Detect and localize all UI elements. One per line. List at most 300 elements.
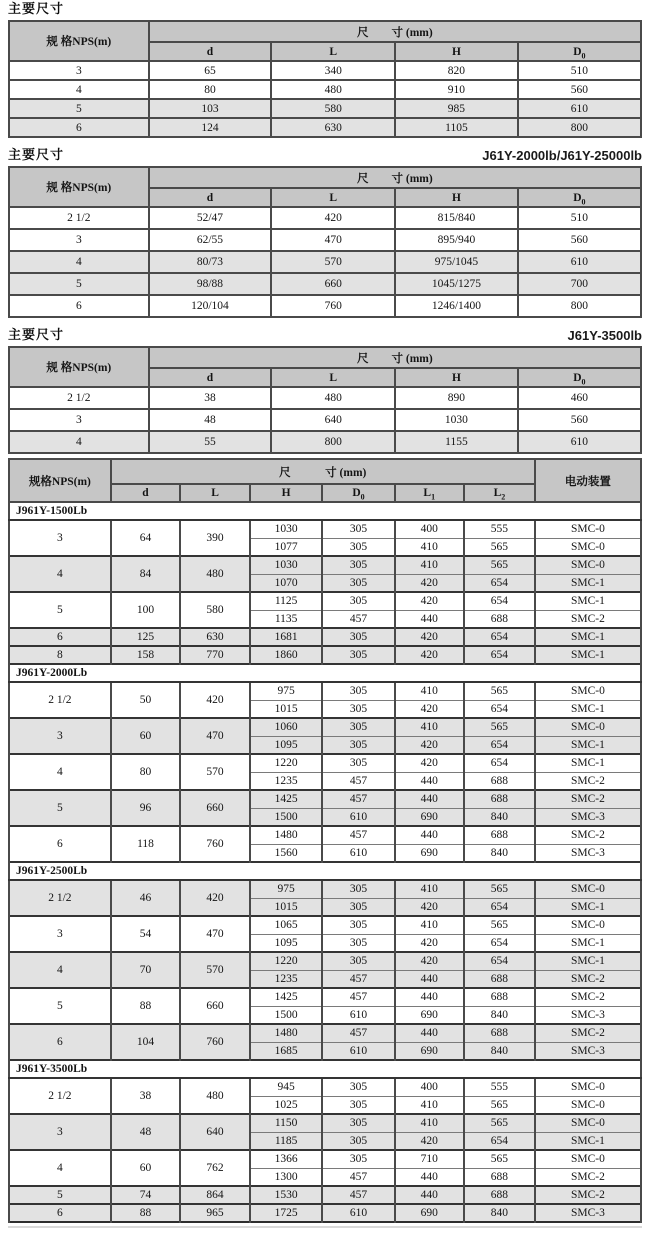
spec-cell: 6: [9, 826, 111, 862]
l-cell: 480: [180, 556, 250, 592]
d0-cell: 305: [322, 736, 394, 754]
spec-col-header: 规 格NPS(m): [9, 21, 149, 61]
l2-cell: 840: [464, 1006, 535, 1024]
spec-cell: 5: [9, 790, 111, 826]
l1-cell: 420: [395, 754, 465, 772]
l1-cell: 410: [395, 718, 465, 736]
d0-cell: 610: [322, 1006, 394, 1024]
h-cell: 1070: [250, 574, 323, 592]
l2-cell: 654: [464, 898, 535, 916]
table-row: [9, 409, 641, 431]
dim-cell: 460: [518, 387, 641, 409]
dim-header-base: L: [329, 371, 338, 384]
spec-cell: 2 1/2: [9, 682, 111, 718]
dim-col-header-d0: [518, 188, 641, 207]
h-cell: 1135: [250, 610, 323, 628]
actuator-cell: SMC-1: [535, 628, 641, 646]
table-row: [9, 295, 641, 317]
l1-cell: 410: [395, 1114, 465, 1132]
l2-cell: 688: [464, 610, 535, 628]
table-row: [9, 628, 641, 646]
section-label: J961Y-1500Lb: [9, 502, 641, 520]
h-cell: 1425: [250, 988, 323, 1006]
h-cell: 1366: [250, 1150, 323, 1168]
d-cell: 104: [111, 1024, 181, 1060]
dim-cell: 570: [271, 251, 395, 273]
dim-cell: 910: [395, 80, 518, 99]
table-row: [9, 646, 641, 664]
d0-cell: 305: [322, 628, 394, 646]
dim-col-header-d: [149, 42, 272, 61]
dim-cell: 1246/1400: [395, 295, 518, 317]
h-cell: 1030: [250, 520, 323, 538]
dim-cell: 1155: [395, 431, 518, 453]
table-row: [9, 592, 641, 610]
d0-cell: 305: [322, 718, 394, 736]
l1-cell: 410: [395, 880, 465, 898]
d-cell: 70: [111, 952, 181, 988]
l1-cell: 420: [395, 1132, 465, 1150]
h-cell: 1685: [250, 1042, 323, 1060]
l2-cell: 654: [464, 934, 535, 952]
d0-cell: 305: [322, 880, 394, 898]
l1-cell: 690: [395, 1006, 465, 1024]
actuator-cell: SMC-2: [535, 790, 641, 808]
l-cell: 570: [180, 952, 250, 988]
h-cell: 1150: [250, 1114, 323, 1132]
spec-cell: 5: [9, 1186, 111, 1204]
dim-cell: 985: [395, 99, 518, 118]
actuator-cell: SMC-0: [535, 538, 641, 556]
l1-cell: 420: [395, 592, 465, 610]
d0-cell: 305: [322, 538, 394, 556]
h-cell: 1065: [250, 916, 323, 934]
table-row: [9, 207, 641, 229]
spec-cell: 2 1/2: [9, 387, 149, 409]
dim-cell: 630: [271, 118, 395, 137]
h-cell: 1860: [250, 646, 323, 664]
dim-cell: 1030: [395, 409, 518, 431]
dim-cell: 1045/1275: [395, 273, 518, 295]
table-row: [9, 916, 641, 934]
dim-cell: 124: [149, 118, 272, 137]
l2-cell: 840: [464, 844, 535, 862]
dim-cell: 610: [518, 251, 641, 273]
dim-col-header-d0: [518, 42, 641, 61]
spec-col-header: 规格NPS(m): [9, 459, 111, 502]
main-dimensions-table-1: [8, 20, 642, 138]
actuator-cell: SMC-2: [535, 610, 641, 628]
dim-header-base: H: [451, 371, 461, 384]
spec-cell: 2 1/2: [9, 1078, 111, 1114]
l1-cell: 440: [395, 1024, 465, 1042]
actuator-cell: SMC-0: [535, 1078, 641, 1096]
l2-cell: 840: [464, 1042, 535, 1060]
section-label: J961Y-3500Lb: [9, 1060, 641, 1078]
table-row: [9, 387, 641, 409]
spec-cell: 6: [9, 1204, 111, 1222]
l2-cell: 654: [464, 574, 535, 592]
spec-cell: 3: [9, 1114, 111, 1150]
l2-cell: 654: [464, 700, 535, 718]
actuator-cell: SMC-0: [535, 880, 641, 898]
table-row: [9, 80, 641, 99]
l1-cell: 420: [395, 736, 465, 754]
l1-cell: 440: [395, 988, 465, 1006]
d0-cell: 305: [322, 898, 394, 916]
table-row: [9, 1114, 641, 1132]
dim-col-header-d: [149, 188, 272, 207]
h-cell: 1560: [250, 844, 323, 862]
actuator-cell: SMC-2: [535, 1024, 641, 1042]
l1-cell: 710: [395, 1150, 465, 1168]
actuator-cell: SMC-3: [535, 1204, 641, 1222]
l2-cell: 688: [464, 1186, 535, 1204]
h-cell: 1030: [250, 556, 323, 574]
l1-cell: 420: [395, 646, 465, 664]
d0-cell: 457: [322, 772, 394, 790]
spec-cell: 2 1/2: [9, 880, 111, 916]
table1-title-row: [8, 2, 642, 17]
dim-cell: 120/104: [149, 295, 272, 317]
table-row: [9, 880, 641, 898]
spec-cell: 6: [9, 628, 111, 646]
size-group-header: 尺 寸 (mm): [149, 347, 641, 368]
dim-cell: 560: [518, 409, 641, 431]
d-cell: 100: [111, 592, 181, 628]
dim-cell: 800: [518, 118, 641, 137]
actuator-cell: SMC-0: [535, 1096, 641, 1114]
section-label: J961Y-2000Lb: [9, 664, 641, 682]
l2-cell: 654: [464, 952, 535, 970]
actuator-cell: SMC-0: [535, 1150, 641, 1168]
spec-col-header: 规 格NPS(m): [9, 347, 149, 387]
l2-cell: 565: [464, 718, 535, 736]
actuator-cell: SMC-3: [535, 1006, 641, 1024]
spec-cell: 3: [9, 229, 149, 251]
dim-header-base: D: [573, 371, 582, 384]
actuator-cell: SMC-2: [535, 970, 641, 988]
h-cell: 1125: [250, 592, 323, 610]
l1-cell: 440: [395, 772, 465, 790]
h-cell: 1235: [250, 772, 323, 790]
l-cell: 770: [180, 646, 250, 664]
table-row: [9, 1186, 641, 1204]
dim-col-header-h: [250, 484, 323, 502]
spec-cell: 4: [9, 754, 111, 790]
dim-header-base: L: [329, 191, 338, 204]
spec-cell: 4: [9, 251, 149, 273]
d0-cell: 305: [322, 1132, 394, 1150]
d0-cell: 305: [322, 592, 394, 610]
table2-title-row: [8, 148, 642, 163]
d0-cell: 305: [322, 952, 394, 970]
spec-cell: 2 1/2: [9, 207, 149, 229]
actuator-dimensions-table: [8, 458, 642, 1223]
d-cell: 60: [111, 718, 181, 754]
l1-cell: 690: [395, 1042, 465, 1060]
dim-col-header-h: [395, 42, 518, 61]
actuator-cell: SMC-1: [535, 898, 641, 916]
h-cell: 1725: [250, 1204, 323, 1222]
spec-cell: 5: [9, 99, 149, 118]
dim-col-header-l1: [395, 484, 465, 502]
l2-cell: 688: [464, 988, 535, 1006]
d0-cell: 305: [322, 682, 394, 700]
d-cell: 48: [111, 1114, 181, 1150]
dim-header-base: d: [206, 191, 214, 204]
dim-header-base: d: [206, 45, 214, 58]
l2-cell: 565: [464, 538, 535, 556]
dim-cell: 800: [271, 431, 395, 453]
d0-cell: 457: [322, 790, 394, 808]
dim-col-header-d: [111, 484, 181, 502]
l1-cell: 690: [395, 1204, 465, 1222]
l-cell: 640: [180, 1114, 250, 1150]
table-row: [9, 1204, 641, 1222]
table2-model-label: J61Y-2000lb/J61Y-25000lb: [482, 148, 642, 163]
actuator-cell: SMC-2: [535, 1186, 641, 1204]
dim-cell: 700: [518, 273, 641, 295]
l-cell: 760: [180, 826, 250, 862]
l1-cell: 420: [395, 700, 465, 718]
dim-cell: 52/47: [149, 207, 272, 229]
dim-header-subscript: 2: [501, 492, 506, 502]
d0-cell: 457: [322, 1168, 394, 1186]
l2-cell: 840: [464, 1204, 535, 1222]
d0-cell: 305: [322, 574, 394, 592]
spec-cell: 6: [9, 295, 149, 317]
l-cell: 420: [180, 682, 250, 718]
spec-cell: 4: [9, 1150, 111, 1186]
d-cell: 80: [111, 754, 181, 790]
l2-cell: 688: [464, 772, 535, 790]
l2-cell: 565: [464, 682, 535, 700]
dim-header-base: D: [573, 45, 582, 58]
table-row: [9, 1150, 641, 1168]
actuator-cell: SMC-0: [535, 1114, 641, 1132]
dim-header-subscript: 0: [581, 50, 586, 60]
size-group-header: 尺 寸 (mm): [149, 167, 641, 188]
size-group-header: 尺 寸 (mm): [149, 21, 641, 42]
dim-header-base: L: [329, 45, 338, 58]
dim-col-header-l: [271, 42, 395, 61]
main-dimensions-table-2: [8, 166, 642, 318]
actuator-cell: SMC-0: [535, 520, 641, 538]
dim-header-base: L: [211, 487, 219, 499]
l1-cell: 420: [395, 952, 465, 970]
dim-header-base: L: [493, 487, 502, 499]
spec-col-header: 规 格NPS(m): [9, 167, 149, 207]
table-row: [9, 99, 641, 118]
d-cell: 38: [111, 1078, 181, 1114]
dim-col-header-d0: [518, 368, 641, 387]
l1-cell: 420: [395, 934, 465, 952]
h-cell: 1681: [250, 628, 323, 646]
h-cell: 1480: [250, 1024, 323, 1042]
dim-header-base: L: [423, 487, 432, 499]
dim-header-base: d: [206, 371, 214, 384]
dim-header-base: H: [281, 487, 291, 499]
l-cell: 762: [180, 1150, 250, 1186]
actuator-cell: SMC-0: [535, 556, 641, 574]
spec-cell: 5: [9, 592, 111, 628]
d-cell: 125: [111, 628, 181, 646]
table-row: [9, 790, 641, 808]
d-cell: 64: [111, 520, 181, 556]
l-cell: 390: [180, 520, 250, 556]
d0-cell: 305: [322, 520, 394, 538]
main-dimensions-table-3: [8, 346, 642, 454]
d-cell: 88: [111, 988, 181, 1024]
d0-cell: 457: [322, 1024, 394, 1042]
d-cell: 158: [111, 646, 181, 664]
h-cell: 1095: [250, 934, 323, 952]
h-cell: 1500: [250, 808, 323, 826]
d0-cell: 305: [322, 1150, 394, 1168]
l1-cell: 440: [395, 1186, 465, 1204]
table-row: [9, 988, 641, 1006]
d0-cell: 305: [322, 1078, 394, 1096]
d-cell: 74: [111, 1186, 181, 1204]
dim-cell: 470: [271, 229, 395, 251]
spec-cell: 3: [9, 61, 149, 80]
l2-cell: 565: [464, 1150, 535, 1168]
table-row: [9, 682, 641, 700]
l1-cell: 440: [395, 970, 465, 988]
spec-cell: 4: [9, 431, 149, 453]
dim-col-header-l: [180, 484, 250, 502]
table-row: [9, 273, 641, 295]
dim-header-base: d: [142, 487, 149, 499]
h-cell: 1077: [250, 538, 323, 556]
dim-cell: 103: [149, 99, 272, 118]
d0-cell: 457: [322, 610, 394, 628]
dim-col-header-h: [395, 188, 518, 207]
spec-cell: 3: [9, 409, 149, 431]
l-cell: 760: [180, 1024, 250, 1060]
spec-cell: 6: [9, 1024, 111, 1060]
dim-cell: 80: [149, 80, 272, 99]
l2-cell: 565: [464, 1096, 535, 1114]
table-row: [9, 61, 641, 80]
h-cell: 1025: [250, 1096, 323, 1114]
actuator-cell: SMC-1: [535, 736, 641, 754]
dim-header-subscript: 1: [431, 492, 436, 502]
table-row: [9, 718, 641, 736]
l-cell: 864: [180, 1186, 250, 1204]
dim-header-base: D: [352, 487, 361, 499]
dim-cell: 65: [149, 61, 272, 80]
d0-cell: 610: [322, 1042, 394, 1060]
section-row: [9, 502, 641, 520]
dim-cell: 895/940: [395, 229, 518, 251]
h-cell: 1185: [250, 1132, 323, 1150]
spec-cell: 4: [9, 80, 149, 99]
dim-header-base: D: [573, 191, 582, 204]
dim-cell: 38: [149, 387, 272, 409]
d0-cell: 305: [322, 700, 394, 718]
h-cell: 975: [250, 880, 323, 898]
h-cell: 1015: [250, 700, 323, 718]
l2-cell: 688: [464, 970, 535, 988]
dim-cell: 975/1045: [395, 251, 518, 273]
dim-header-subscript: 0: [360, 492, 365, 502]
table3-title: 主要尺寸: [8, 327, 65, 342]
h-cell: 1095: [250, 736, 323, 754]
table-row: [9, 826, 641, 844]
dim-cell: 800: [518, 295, 641, 317]
dim-cell: 98/88: [149, 273, 272, 295]
dim-header-base: H: [451, 191, 461, 204]
dim-cell: 510: [518, 61, 641, 80]
d0-cell: 610: [322, 808, 394, 826]
dim-header-base: H: [451, 45, 461, 58]
actuator-cell: SMC-3: [535, 808, 641, 826]
section-row: [9, 1060, 641, 1078]
d0-cell: 457: [322, 988, 394, 1006]
spec-cell: 3: [9, 718, 111, 754]
actuator-cell: SMC-0: [535, 916, 641, 934]
l-cell: 570: [180, 754, 250, 790]
actuator-col-header: 电动装置: [535, 459, 641, 502]
l1-cell: 690: [395, 808, 465, 826]
h-cell: 1480: [250, 826, 323, 844]
spec-cell: 6: [9, 118, 149, 137]
h-cell: 1060: [250, 718, 323, 736]
dim-col-header-d: [149, 368, 272, 387]
l2-cell: 654: [464, 592, 535, 610]
h-cell: 975: [250, 682, 323, 700]
d-cell: 96: [111, 790, 181, 826]
d0-cell: 457: [322, 1186, 394, 1204]
table-row: [9, 118, 641, 137]
l2-cell: 688: [464, 1024, 535, 1042]
dim-header-subscript: 0: [581, 376, 586, 386]
table1-title: 主要尺寸: [8, 1, 65, 16]
section-row: [9, 664, 641, 682]
dim-col-header-l2: [464, 484, 535, 502]
table-row: [9, 520, 641, 538]
l-cell: 580: [180, 592, 250, 628]
table3-title-row: [8, 328, 642, 343]
l-cell: 965: [180, 1204, 250, 1222]
spec-cell: 5: [9, 988, 111, 1024]
d-cell: 84: [111, 556, 181, 592]
d0-cell: 610: [322, 1204, 394, 1222]
h-cell: 945: [250, 1078, 323, 1096]
d0-cell: 305: [322, 556, 394, 574]
h-cell: 1015: [250, 898, 323, 916]
d0-cell: 457: [322, 970, 394, 988]
actuator-cell: SMC-2: [535, 1168, 641, 1186]
d-cell: 54: [111, 916, 181, 952]
section-row: [9, 862, 641, 880]
l-cell: 630: [180, 628, 250, 646]
h-cell: 1220: [250, 754, 323, 772]
l2-cell: 565: [464, 880, 535, 898]
dim-cell: 760: [271, 295, 395, 317]
dim-cell: 560: [518, 80, 641, 99]
dim-cell: 580: [271, 99, 395, 118]
h-cell: 1300: [250, 1168, 323, 1186]
l1-cell: 410: [395, 916, 465, 934]
dim-cell: 510: [518, 207, 641, 229]
d0-cell: 457: [322, 826, 394, 844]
dim-col-header-h: [395, 368, 518, 387]
l1-cell: 410: [395, 538, 465, 556]
l1-cell: 440: [395, 610, 465, 628]
